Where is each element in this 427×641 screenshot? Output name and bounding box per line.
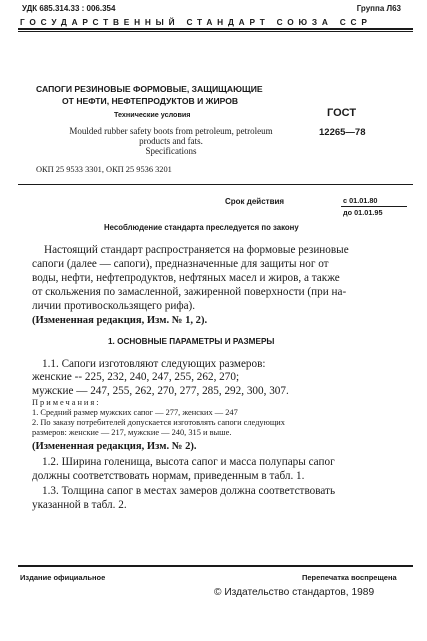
note-2-line2: размеров: женские — 217, мужские — 240, 315 и выше. (32, 428, 232, 437)
standard-title: ГОСУДАРСТВЕННЫЙ СТАНДАРТ СОЮЗА ССР (20, 17, 372, 27)
sizes-men: мужские — 247, 255, 262, 270, 277, 285, 292, 300, 307. (32, 385, 289, 397)
intro-line: воды, нефти, нефтепродуктов, нефтяных масел и жиров, а также (32, 272, 340, 284)
english-title-line1: Moulded rubber safety boots from petroleum, petroleum (69, 126, 273, 136)
group-code: Группа Л63 (356, 4, 401, 13)
footer-rule (18, 565, 413, 567)
reprint-notice: Перепечатка воспрещена (302, 573, 397, 582)
intro-line: от скольжения по замасленной, зажиренной поверхности (при на- (32, 286, 347, 298)
okp-codes: ОКП 25 9533 3301, ОКП 25 9536 3201 (36, 165, 172, 174)
notes-label: Примечания: (32, 398, 101, 407)
header-rule-thin (18, 31, 413, 32)
clause-1-3: 1.3. Толщина сапог в местах замеров должна соответствовать (42, 485, 336, 497)
legal-warning: Несоблюдение стандарта преследуется по закону (104, 223, 299, 232)
official-edition: Издание официальное (20, 573, 106, 582)
clause-1-3-cont: указанной в табл. 2. (32, 499, 127, 511)
clause-1-1: 1.1. Сапоги изготовляют следующих размеров: (42, 358, 266, 370)
doc-title-line2: ОТ НЕФТИ, НЕФТЕПРОДУКТОВ И ЖИРОВ (62, 96, 239, 106)
doc-title-line1: САПОГИ РЕЗИНОВЫЕ ФОРМОВЫЕ, ЗАЩИЩАЮЩИЕ (36, 84, 263, 94)
header-rule (18, 28, 413, 30)
intro-line: сапоги (далее — сапоги), предназначенные для защиты ног от (32, 258, 329, 270)
copyright: © Издательство стандартов, 1989 (214, 587, 375, 598)
udk-code: УДК 685.314.33 : 006.354 (22, 4, 116, 13)
validity-to: до 01.01.95 (343, 208, 383, 217)
gost-label: ГОСТ (327, 107, 357, 119)
title-rule (18, 184, 413, 185)
clause-1-2: 1.2. Ширина голенища, высота сапог и масса полупары сапог (42, 456, 335, 468)
intro-line: Настоящий стандарт распространяется на формовые резиновые (44, 244, 349, 256)
english-title-line2: products and fats. (139, 136, 203, 146)
validity-label: Срок действия (225, 197, 285, 206)
intro-line: личии противоскользящего рифа). (32, 300, 196, 312)
clause-1-2-cont: должны соответствовать нормам, приведенным в табл. 1. (32, 470, 305, 482)
note-1: 1. Средний размер мужских сапог — 277, женских — 247 (32, 408, 238, 417)
sizes-women: женские -- 225, 232, 240, 247, 255, 262, 270; (32, 371, 240, 383)
doc-subtitle: Технические условия (114, 110, 191, 119)
section-heading: 1. ОСНОВНЫЕ ПАРАМЕТРЫ И РАЗМЕРЫ (108, 337, 275, 346)
validity-from: с 01.01.80 (343, 196, 378, 205)
note-2-line1: 2. По заказу потребителей допускается изготовлять сапоги следующих (32, 418, 285, 427)
edition-note: (Измененная редакция, Изм. № 1, 2). (32, 315, 208, 326)
edition-note-2: (Измененная редакция, Изм. № 2). (32, 441, 197, 452)
validity-divider (341, 206, 407, 207)
english-title-line3: Specifications (145, 146, 197, 156)
gost-number: 12265—78 (319, 127, 366, 138)
